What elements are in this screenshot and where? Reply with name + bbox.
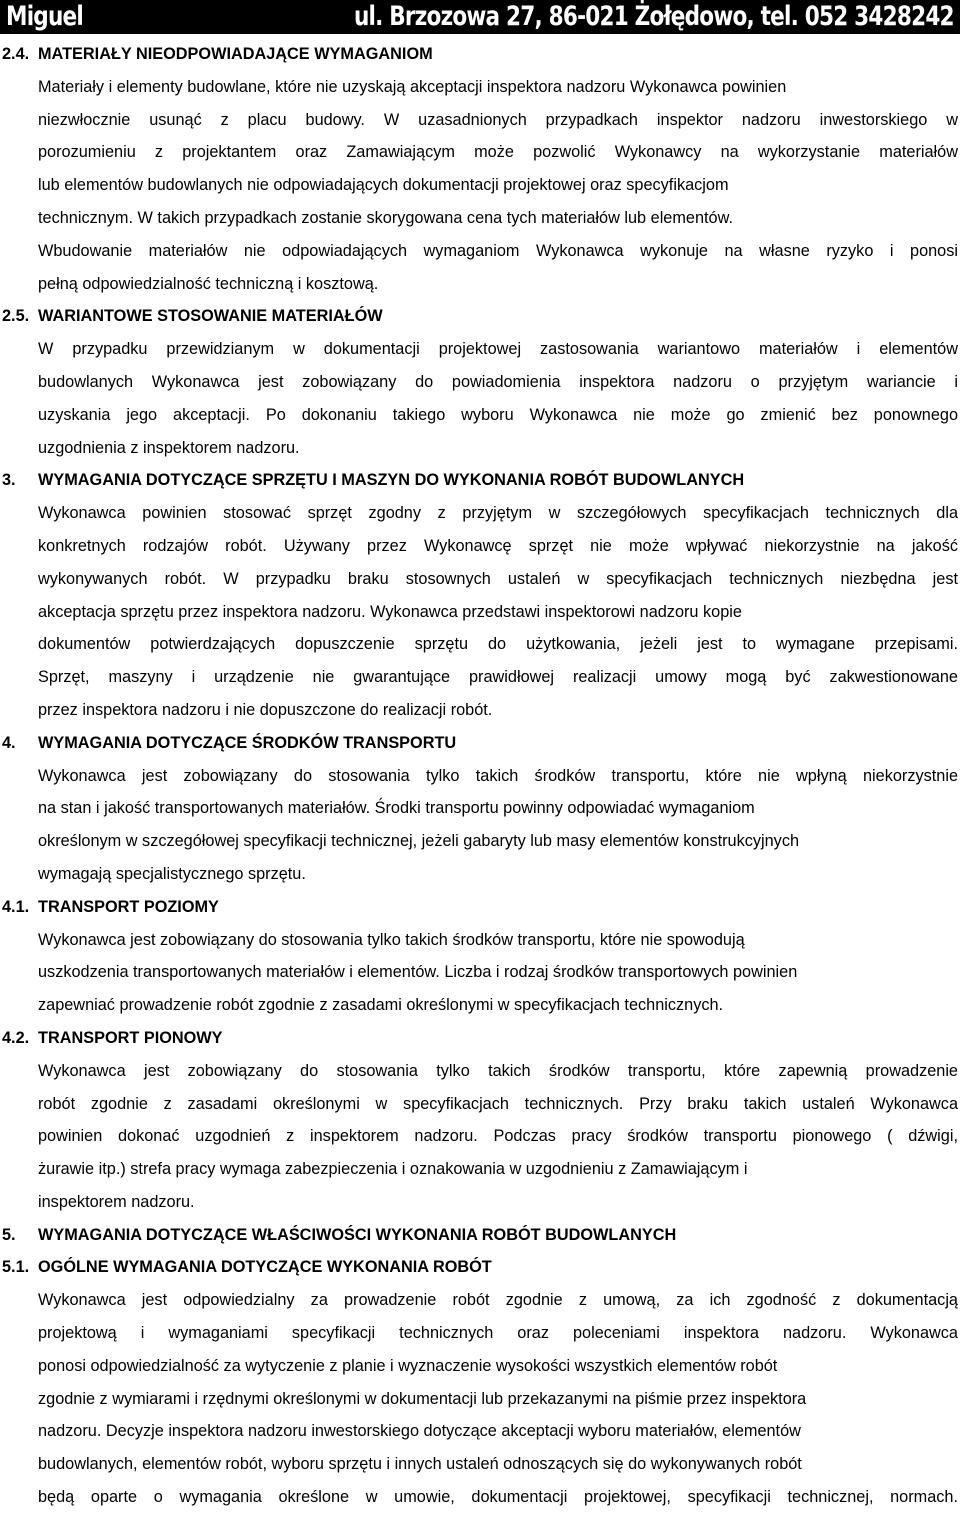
section-heading xyxy=(0,891,960,924)
section-title: OGÓLNE WYMAGANIA DOTYCZĄCE WYKONANIA ROBÓT xyxy=(38,1258,492,1277)
section-heading xyxy=(0,1219,960,1252)
paragraph-text: określonym w szczegółowej specyfikacji technicznej, jeżeli gabaryty lub masy elementów konstrukcyjnych xyxy=(38,832,800,851)
paragraph-text: Wykonawca jest zobowiązany do stosowania tylko takich środków transportu, które nie wpłyną niekorzystnie xyxy=(38,766,958,785)
paragraph-text: wymagają specjalistycznego sprzętu. xyxy=(38,864,306,883)
section-number: 5. xyxy=(2,1225,16,1244)
section-number: 3. xyxy=(2,471,16,490)
paragraph-text: lub elementów budowlanych nie odpowiadających dokumentacji projektowej oraz specyfikacjom xyxy=(38,176,729,195)
paragraph-line xyxy=(0,1055,960,1088)
paragraph-text: projektową i wymaganiami specyfikacji technicznych oraz poleceniami inspektora nadzoru. Wykonawca xyxy=(38,1324,958,1343)
section-title: WYMAGANIA DOTYCZĄCE WŁAŚCIWOŚCI WYKONANIA ROBÓT BUDOWLANYCH xyxy=(38,1225,677,1244)
paragraph-line xyxy=(0,71,960,104)
paragraph-text: uzyskania jego akceptacji. Po dokonaniu takiego wyboru Wykonawca nie może go zmienić bez ponownego xyxy=(38,405,958,424)
paragraph-text: porozumieniu z projektantem oraz Zamawiającym może pozwolić Wykonawcy na wykorzystanie materiałów xyxy=(38,143,958,162)
paragraph-text: pełną odpowiedzialność techniczną i kosztową. xyxy=(38,274,379,293)
paragraph-text: budowlanych, elementów robót, wyboru sprzętu i innych ustaleń odnoszących się do wykonywanych robót xyxy=(38,1455,802,1474)
paragraph-line xyxy=(0,1153,960,1186)
section-title: TRANSPORT PIONOWY xyxy=(38,1028,223,1047)
paragraph-line xyxy=(0,202,960,235)
section-heading xyxy=(0,1022,960,1055)
section-heading xyxy=(0,38,960,71)
section-number: 4.2. xyxy=(2,1028,30,1047)
paragraph-text: inspektorem nadzoru. xyxy=(38,1192,195,1211)
document-body xyxy=(0,38,960,1514)
section-title: WYMAGANIA DOTYCZĄCE SPRZĘTU I MASZYN DO WYKONANIA ROBÓT BUDOWLANYCH xyxy=(38,471,745,490)
paragraph-line xyxy=(0,1350,960,1383)
paragraph-text: Wykonawca jest zobowiązany do stosowania tylko takich środków transportu, które zapewnią prowadzenie xyxy=(38,1061,958,1080)
paragraph-text: konkretnych rodzajów robót. Używany przez Wykonawcę sprzęt nie może wpływać niekorzystnie na jakość xyxy=(38,536,958,555)
header-address: ul. Brzozowa 27, 86-021 Żołędowo, tel. 052 3428242 xyxy=(354,1,954,32)
paragraph-line xyxy=(0,956,960,989)
paragraph-text: akceptacja sprzętu przez inspektora nadzoru. Wykonawca przedstawi inspektorowi nadzoru kopie xyxy=(38,602,742,621)
paragraph-text: Wykonawca jest zobowiązany do stosowania tylko takich środków transportu, które nie spowodują xyxy=(38,930,745,949)
paragraph-line xyxy=(0,760,960,793)
paragraph-line xyxy=(0,399,960,432)
section-title: MATERIAŁY NIEODPOWIADAJĄCE WYMAGANIOM xyxy=(38,45,433,63)
paragraph-text: powinien dokonać uzgodnień z inspektorem nadzoru. Podczas pracy środków transportu pionowego ( dźwigi, xyxy=(38,1127,958,1146)
paragraph-line xyxy=(0,136,960,169)
paragraph-line xyxy=(0,530,960,563)
paragraph-line xyxy=(0,1186,960,1219)
paragraph-text: na stan i jakość transportowanych materiałów. Środki transportu powinny odpowiadać wymaganiom xyxy=(38,799,755,818)
paragraph-line xyxy=(0,366,960,399)
paragraph-line xyxy=(0,333,960,366)
paragraph-text: robót zgodnie z zasadami określonymi w specyfikacjach technicznych. Przy braku takich ustaleń Wykonawca xyxy=(38,1094,958,1113)
paragraph-line xyxy=(0,169,960,202)
paragraph-line xyxy=(0,924,960,957)
paragraph-line xyxy=(0,1120,960,1153)
paragraph-line xyxy=(0,563,960,596)
paragraph-text: nadzoru. Decyzje inspektora nadzoru inwestorskiego dotyczące akceptacji wyboru materiałów, elementów xyxy=(38,1422,801,1441)
paragraph-line xyxy=(0,989,960,1022)
paragraph-text: dokumentów potwierdzających dopuszczenie sprzętu do użytkowania, jeżeli jest to wymagane przepisami. xyxy=(38,635,958,654)
paragraph-text: ponosi odpowiedzialność za wytyczenie z planie i wyznaczenie wysokości wszystkich elementów robót xyxy=(38,1356,778,1375)
paragraph-line xyxy=(0,1088,960,1121)
section-heading xyxy=(0,1251,960,1284)
paragraph-line xyxy=(0,1383,960,1416)
paragraph-text: będą oparte o wymagania określone w umowie, dokumentacji projektowej, specyfikacji technicznej, normach. xyxy=(38,1488,958,1507)
paragraph-line xyxy=(0,1317,960,1350)
paragraph-line xyxy=(0,792,960,825)
section-heading xyxy=(0,300,960,333)
paragraph-text: Wykonawca powinien stosować sprzęt zgodny z przyjętym w szczegółowych specyfikacjach technicznych dla xyxy=(38,504,958,523)
paragraph-line xyxy=(0,628,960,661)
paragraph-line xyxy=(0,1448,960,1481)
section-heading xyxy=(0,464,960,497)
paragraph-line xyxy=(0,497,960,530)
paragraph-text: uzgodnienia z inspektorem nadzoru. xyxy=(38,438,300,457)
section-title: WARIANTOWE STOSOWANIE MATERIAŁÓW xyxy=(38,307,383,326)
paragraph-text: uszkodzenia transportowanych materiałów i elementów. Liczba i rodzaj środków transportowych powinien xyxy=(38,963,798,982)
paragraph-text: żurawie itp.) strefa pracy wymaga zabezpieczenia i oznakowania w uzgodnieniu z Zamawiającym i xyxy=(38,1160,748,1179)
paragraph-text: zgodnie z wymiarami i rzędnymi określonymi w dokumentacji lub przekazanymi na piśmie przez inspektora xyxy=(38,1389,807,1408)
paragraph-line xyxy=(0,596,960,629)
paragraph-text: technicznym. W takich przypadkach zostanie skorygowana cena tych materiałów lub elementów. xyxy=(38,208,733,227)
paragraph-line xyxy=(0,1284,960,1317)
paragraph-text: niezwłocznie usunąć z placu budowy. W uzasadnionych przypadkach inspektor nadzoru inwestorskiego w xyxy=(38,110,958,129)
paragraph-text: Wykonawca jest odpowiedzialny za prowadzenie robót zgodnie z umową, za ich zgodność z dokumentacją xyxy=(38,1291,958,1310)
paragraph-line xyxy=(0,268,960,301)
paragraph-line xyxy=(0,432,960,465)
paragraph-line xyxy=(0,1415,960,1448)
paragraph-line xyxy=(0,825,960,858)
header-company-name: Miguel xyxy=(6,1,83,32)
paragraph-text: przez inspektora nadzoru i nie dopuszczone do realizacji robót. xyxy=(38,700,493,719)
paragraph-text: wykonywanych robót. W przypadku braku stosownych ustaleń w specyfikacjach technicznych niezbędna jest xyxy=(38,569,958,588)
section-title: WYMAGANIA DOTYCZĄCE ŚRODKÓW TRANSPORTU xyxy=(38,733,457,752)
section-heading xyxy=(0,727,960,760)
paragraph-line xyxy=(0,661,960,694)
paragraph-text: W przypadku przewidzianym w dokumentacji projektowej zastosowania wariantowo materiałów i elementów xyxy=(38,340,958,359)
paragraph-line xyxy=(0,235,960,268)
paragraph-text: Wbudowanie materiałów nie odpowiadających wymaganiom Wykonawca wykonuje na własne ryzyko i ponosi xyxy=(38,241,958,260)
section-number: 4. xyxy=(2,733,16,752)
section-number: 4.1. xyxy=(2,897,30,916)
paragraph-text: zapewniać prowadzenie robót zgodnie z zasadami określonymi w specyfikacjach technicznych. xyxy=(38,996,724,1015)
section-number: 5.1. xyxy=(2,1258,30,1277)
paragraph-line xyxy=(0,694,960,727)
paragraph-line xyxy=(0,1481,960,1514)
paragraph-line xyxy=(0,858,960,891)
paragraph-text: budowlanych Wykonawca jest zobowiązany do powiadomienia inspektora nadzoru o przyjętym wariancie i xyxy=(38,372,958,391)
section-number: 2.5. xyxy=(2,307,30,326)
paragraph-text: Sprzęt, maszyny i urządzenie nie gwarantujące prawidłowej realizacji umowy mogą być zakwestionowane xyxy=(38,668,958,687)
paragraph-line xyxy=(0,104,960,137)
paragraph-text: Materiały i elementy budowlane, które nie uzyskają akceptacji inspektora nadzoru Wykonawca powinien xyxy=(38,77,787,96)
page-header xyxy=(0,0,960,34)
section-title: TRANSPORT POZIOMY xyxy=(38,897,219,916)
section-number: 2.4. xyxy=(2,45,30,63)
